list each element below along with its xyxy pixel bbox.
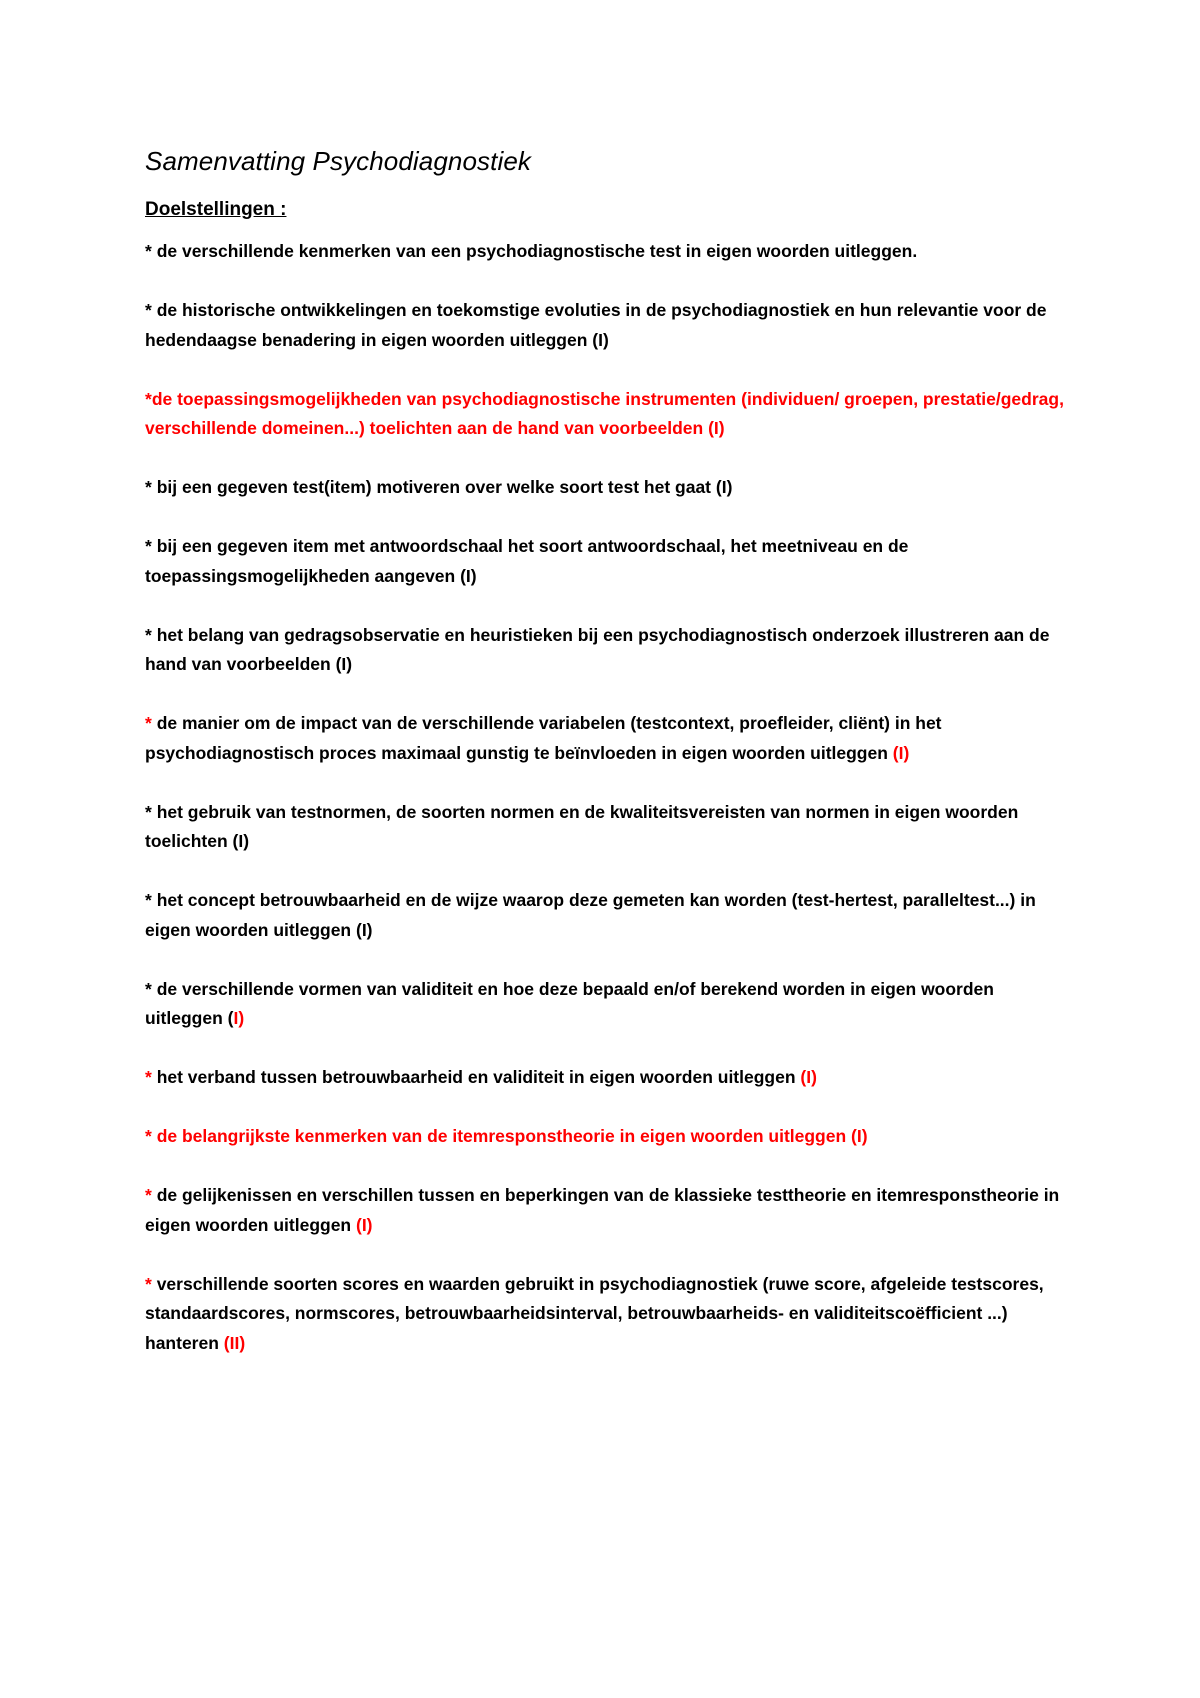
objective-text: de manier om de impact van de verschillende variabelen (testcontext, proefleider, cliënt) in het psychodiagnostisch proces maximaal gunstig te beïnvloeden in eigen woorden uitleggen bbox=[145, 713, 942, 763]
objective-level: (I) bbox=[887, 742, 910, 763]
objective-text: bij een gegeven item met antwoordschaal het soort antwoordschaal, het meetniveau en de toepassingsmogelijkheden aangeven bbox=[145, 536, 909, 586]
objective-level: (I) bbox=[587, 329, 609, 350]
objective-text: de verschillende kenmerken van een psychodiagnostische test in eigen woorden uitleggen. bbox=[156, 241, 918, 261]
objective-text: het belang van gedragsobservatie en heuristieken bij een psychodiagnostisch onderzoek illustreren aan de hand van voorbeelden bbox=[145, 624, 1050, 674]
objective-level: (I) bbox=[846, 1126, 868, 1146]
objective-item bbox=[145, 473, 1065, 503]
objective-level: (I) bbox=[703, 418, 725, 438]
objective-level: (I) bbox=[455, 565, 477, 586]
objective-level: (I) bbox=[795, 1067, 817, 1087]
objective-bullet: * bbox=[145, 1185, 157, 1205]
objective-text: de belangrijkste kenmerken van de itemresponstheorie in eigen woorden uitleggen bbox=[156, 1126, 847, 1146]
objective-item bbox=[145, 886, 1065, 945]
objective-bullet: * bbox=[145, 1273, 157, 1294]
objective-item bbox=[145, 621, 1065, 680]
objective-item bbox=[145, 1181, 1065, 1240]
objective-item bbox=[145, 1270, 1065, 1359]
objective-text: het concept betrouwbaarheid en de wijze waarop deze gemeten kan worden (test-hertest, paralleltest...) in eigen woorden uitleggen bbox=[145, 890, 1036, 940]
objective-level: (I) bbox=[711, 477, 733, 497]
objective-bullet: * bbox=[145, 1067, 157, 1087]
objective-item bbox=[145, 1122, 1065, 1152]
objective-item bbox=[145, 296, 1065, 355]
objective-text: bij een gegeven test(item) motiveren over welke soort test het gaat bbox=[156, 477, 712, 497]
objective-text: de gelijkenissen en verschillen tussen en beperkingen van de klassieke testtheorie en itemresponstheorie in eigen woorden uitleggen bbox=[145, 1185, 1060, 1235]
objective-level: (I) bbox=[227, 831, 250, 851]
objective-level-part: I) bbox=[233, 1008, 245, 1028]
objective-text: het verband tussen betrouwbaarheid en validiteit in eigen woorden uitleggen bbox=[156, 1067, 796, 1087]
document-title: Samenvatting Psychodiagnostiek bbox=[145, 146, 532, 176]
objective-item bbox=[145, 385, 1065, 444]
objective-bullet: * bbox=[145, 801, 157, 822]
section-heading: Doelstellingen : bbox=[145, 199, 287, 220]
document-page bbox=[145, 143, 1065, 1388]
objective-level-part: ( bbox=[222, 1008, 234, 1028]
objective-level bbox=[223, 1008, 244, 1028]
objective-bullet: * bbox=[145, 536, 157, 556]
objective-level: (I) bbox=[351, 1214, 373, 1235]
objective-level: (I) bbox=[351, 919, 373, 940]
objective-bullet: * bbox=[145, 890, 157, 910]
objective-text: verschillende soorten scores en waarden gebruikt in psychodiagnostiek (ruwe score, afgeleide testscores, standaardscores, normscores, betrouwbaarheidsinterval, betrouwbaarheids- en validiteitscoëfficient ...) hanteren bbox=[145, 1273, 1044, 1353]
objective-item bbox=[145, 975, 1065, 1034]
objective-item bbox=[145, 1063, 1065, 1093]
objective-bullet: * bbox=[145, 624, 157, 645]
objective-item bbox=[145, 532, 1065, 591]
objective-bullet: * bbox=[145, 477, 157, 497]
objective-bullet: * bbox=[145, 1126, 157, 1146]
objective-text: de verschillende vormen van validiteit en hoe deze bepaald en/of berekend worden in eigen woorden uitleggen bbox=[145, 978, 994, 1028]
objective-item bbox=[145, 798, 1065, 857]
objective-bullet: * bbox=[145, 388, 152, 409]
objective-item bbox=[145, 237, 1065, 267]
objective-text: de toepassingsmogelijkheden van psychodiagnostische instrumenten (individuen/ groepen, prestatie/gedrag, verschillende domeinen...) toelichten aan de hand van voorbeelden bbox=[145, 388, 1064, 438]
objectives-list bbox=[145, 237, 1065, 1358]
objective-bullet: * bbox=[145, 300, 157, 320]
objective-bullet: * bbox=[145, 978, 157, 999]
objective-level: (I) bbox=[330, 654, 353, 674]
objective-text: de historische ontwikkelingen en toekomstige evoluties in de psychodiagnostiek en hun relevantie voor de hedendaagse benadering in eigen woorden uitleggen bbox=[145, 300, 1047, 350]
objective-bullet: * bbox=[145, 241, 157, 261]
objective-bullet: * bbox=[145, 713, 157, 733]
objective-level: (II) bbox=[218, 1332, 246, 1353]
objective-item bbox=[145, 709, 1065, 768]
objective-text: het gebruik van testnormen, de soorten normen en de kwaliteitsvereisten van normen in eigen woorden toelichten bbox=[145, 801, 1019, 851]
